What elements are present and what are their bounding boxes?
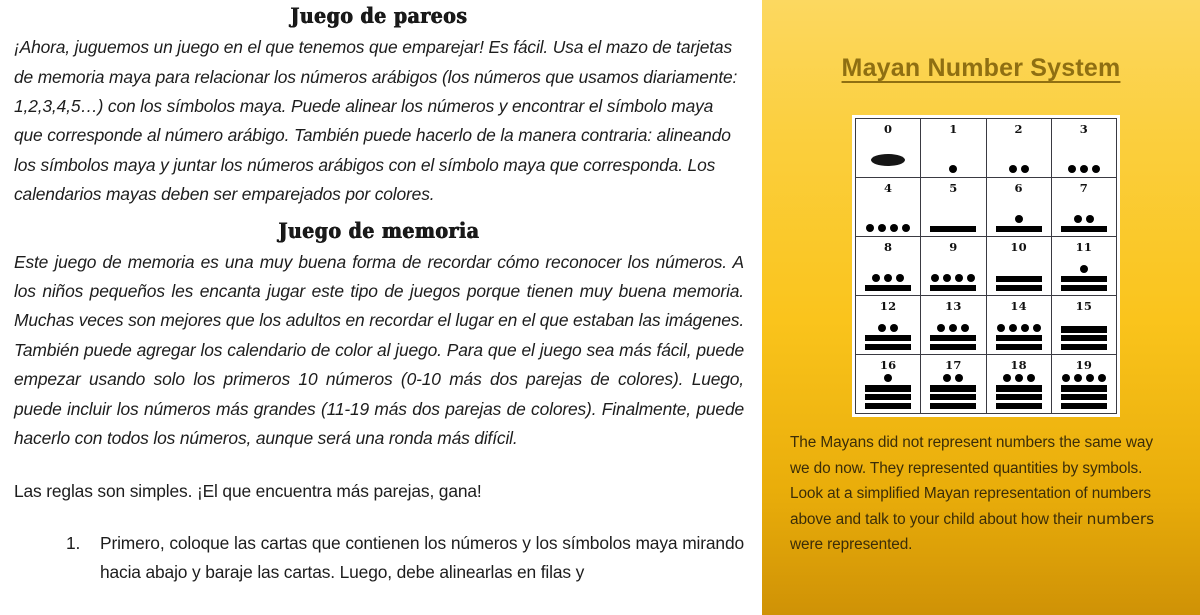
mayan-glyph — [856, 154, 920, 173]
mayan-dots-row — [1068, 164, 1100, 173]
mayan-glyph — [921, 273, 985, 291]
mayan-bar-icon — [1061, 226, 1107, 233]
mayan-cell-label: 16 — [879, 358, 897, 372]
mayan-bar-icon — [930, 344, 976, 351]
mayan-bar-icon — [996, 385, 1042, 392]
mayan-bar-icon — [930, 385, 976, 392]
mayan-glyph — [856, 374, 920, 409]
mayan-cell-10 — [986, 237, 1051, 296]
mayan-dot-icon — [961, 324, 969, 332]
panel-description-part1: The Mayans did not represent numbers the same way we do now. They represented quantities by symbols. Look at a simplified Mayan representation of numbers above and talk to your child about how their — [790, 434, 1153, 528]
mayan-cell-9 — [921, 237, 986, 296]
mayan-bar-icon — [1061, 344, 1107, 351]
mayan-glyph — [1052, 265, 1116, 291]
mayan-glyph — [987, 164, 1051, 173]
mayan-bar-icon — [1061, 385, 1107, 392]
mayan-cell-5 — [921, 178, 986, 237]
mayan-cell-label: 8 — [883, 240, 893, 254]
mayan-bar-icon — [1061, 285, 1107, 292]
mayan-dot-icon — [1074, 374, 1082, 382]
heading-juego-de-pareos: Juego de pareos — [290, 3, 468, 28]
mayan-dot-icon — [1009, 324, 1017, 332]
mayan-glyph — [1052, 164, 1116, 173]
mayan-dot-icon — [878, 224, 886, 232]
mayan-cell-7 — [1051, 178, 1116, 237]
mayan-dot-icon — [967, 274, 975, 282]
mayan-dot-icon — [1086, 374, 1094, 382]
mayan-cell-14 — [986, 296, 1051, 355]
mayan-cell-label: 6 — [1014, 181, 1023, 195]
mayan-glyph — [921, 164, 985, 173]
mayan-dot-icon — [884, 274, 892, 282]
mayan-glyph — [921, 324, 985, 350]
rules-ordered-list — [14, 529, 744, 588]
mayan-dot-icon — [1068, 165, 1076, 173]
paragraph-juego-de-pareos: ¡Ahora, juguemos un juego en el que tenemos que emparejar! Es fácil. Usa el mazo de tarjetas de memoria maya para relacionar los números arábigos (los números que usamos diariamente: 1,2,3,4,5…) con los símbolos maya. Puede alinear los números y encontrar el símbolo maya que corresponde al número arábigo. También puede hacerlo de la manera contraria: alineando los símbolos maya y juntar los números arábigos con el símbolo maya que corresponda. Los calendarios mayas deben ser emparejados por colores. — [14, 37, 738, 205]
mayan-bar-icon — [865, 285, 911, 292]
mayan-bar-icon — [865, 394, 911, 401]
mayan-dot-icon — [997, 324, 1005, 332]
mayan-cell-label: 18 — [1010, 358, 1027, 372]
mayan-cell-label: 19 — [1075, 358, 1093, 372]
mayan-table-row — [856, 296, 1117, 355]
mayan-glyph — [1052, 214, 1116, 232]
mayan-dots-row — [872, 273, 904, 282]
mayan-dots-row — [1080, 265, 1088, 274]
mayan-dots-row — [1015, 214, 1023, 223]
mayan-dot-icon — [931, 274, 939, 282]
rules-list-item — [14, 529, 744, 588]
mayan-cell-label: 11 — [1075, 240, 1093, 254]
panel-description-emphasis: numbers — [1086, 509, 1155, 528]
paragraph-rules-intro: Las reglas son simples. ¡El que encuentra más parejas, gana! — [14, 481, 482, 502]
mayan-bar-icon — [930, 285, 976, 292]
mayan-dot-icon — [866, 224, 874, 232]
mayan-cell-6 — [986, 178, 1051, 237]
mayan-bar-icon — [996, 226, 1042, 233]
mayan-dot-icon — [1080, 265, 1088, 273]
mayan-dot-icon — [949, 165, 957, 173]
mayan-cell-label: 1 — [949, 122, 958, 136]
mayan-dots-row — [1062, 374, 1106, 383]
mayan-bar-icon — [996, 335, 1042, 342]
heading-juego-de-memoria: Juego de memoria — [278, 217, 480, 243]
mayan-table-row — [856, 237, 1117, 296]
mayan-bar-icon — [996, 285, 1042, 292]
mayan-dot-icon — [890, 224, 898, 232]
mayan-dot-icon — [890, 324, 898, 332]
mayan-bar-icon — [865, 403, 911, 410]
rules-list-item-text: Primero, coloque las cartas que contienen los números y los símbolos maya mirando hacia abajo y baraje las cartas. Luego, debe alinearlas en filas y — [100, 532, 744, 583]
mayan-glyph — [987, 214, 1051, 232]
mayan-dots-row — [1003, 374, 1035, 383]
mayan-table-row — [856, 178, 1117, 237]
mayan-bar-icon — [930, 403, 976, 410]
mayan-cell-label: 7 — [1079, 181, 1089, 195]
mayan-dot-icon — [1015, 215, 1023, 223]
mayan-bar-icon — [930, 394, 976, 401]
mayan-cell-label: 10 — [1010, 240, 1027, 254]
mayan-glyph — [856, 273, 920, 291]
mayan-cell-1 — [921, 119, 986, 178]
mayan-cell-17 — [921, 355, 986, 414]
mayan-dot-icon — [1015, 374, 1023, 382]
mayan-dot-icon — [878, 324, 886, 332]
mayan-glyph — [856, 223, 920, 232]
mayan-glyph — [987, 374, 1051, 409]
mayan-dots-row — [943, 374, 963, 383]
mayan-dot-icon — [1092, 165, 1100, 173]
mayan-dot-icon — [1021, 324, 1029, 332]
mayan-bar-icon — [1061, 335, 1107, 342]
mayan-glyph — [921, 226, 985, 233]
mayan-bar-icon — [1061, 326, 1107, 333]
mayan-cell-12 — [856, 296, 921, 355]
mayan-bar-icon — [1061, 403, 1107, 410]
paragraph-juego-de-memoria: Este juego de memoria es una muy buena forma de recordar cómo reconocer los números. A los niños pequeños les encanta jugar este tipo de juegos porque tienen muy buena memoria. Muchas veces son mejores que los adultos en recordar el lugar en el que estaban las imágenes. También puede agregar los calendario de color al juego. Para que el juego sea más fácil, puede empezar usando solo los primeros 10 números (0-10 más dos parejas de colores). Luego, puede incluir los números más grandes (11-19 más dos parejas de colores). Finalmente, puede hacerlo con todos los números, aunque será una ronda más difícil. — [14, 251, 744, 449]
mayan-cell-label: 13 — [945, 299, 962, 313]
mayan-dot-icon — [1003, 374, 1011, 382]
mayan-dot-icon — [955, 274, 963, 282]
mayan-dot-icon — [955, 374, 963, 382]
mayan-cell-3 — [1051, 119, 1116, 178]
mayan-glyph — [856, 324, 920, 350]
mayan-dot-icon — [937, 324, 945, 332]
mayan-cell-18 — [986, 355, 1051, 414]
mayan-dots-row — [949, 164, 957, 173]
mayan-cell-label: 15 — [1075, 299, 1093, 313]
mayan-cell-19 — [1051, 355, 1116, 414]
mayan-glyph — [921, 374, 985, 409]
mayan-bar-icon — [996, 276, 1042, 283]
mayan-dot-icon — [884, 374, 892, 382]
mayan-cell-label: 14 — [1010, 299, 1027, 313]
mayan-glyph — [987, 276, 1051, 291]
mayan-cell-4 — [856, 178, 921, 237]
mayan-number-panel — [762, 0, 1200, 615]
mayan-bar-icon — [996, 394, 1042, 401]
mayan-bar-icon — [930, 226, 976, 233]
mayan-dots-row — [1009, 164, 1029, 173]
mayan-cell-label: 2 — [1014, 122, 1023, 136]
mayan-cell-0 — [856, 119, 921, 178]
mayan-dot-icon — [1086, 215, 1094, 223]
panel-description-part2: were represented. — [790, 536, 913, 554]
mayan-dot-icon — [1009, 165, 1017, 173]
mayan-cell-label: 4 — [883, 181, 893, 195]
mayan-cell-2 — [986, 119, 1051, 178]
mayan-glyph — [987, 324, 1051, 350]
mayan-dot-icon — [872, 274, 880, 282]
mayan-cell-11 — [1051, 237, 1116, 296]
mayan-cell-label: 17 — [945, 358, 962, 372]
mayan-dot-icon — [943, 374, 951, 382]
mayan-bar-icon — [930, 335, 976, 342]
panel-description-paragraph — [790, 430, 1160, 558]
mayan-bar-icon — [1061, 394, 1107, 401]
mayan-dot-icon — [1062, 374, 1070, 382]
mayan-cell-13 — [921, 296, 986, 355]
mayan-cell-8 — [856, 237, 921, 296]
mayan-dots-row — [866, 223, 910, 232]
mayan-bar-icon — [996, 344, 1042, 351]
mayan-bar-icon — [865, 335, 911, 342]
mayan-dots-row — [997, 324, 1041, 333]
mayan-bar-icon — [865, 344, 911, 351]
mayan-shell-zero-icon — [871, 154, 905, 166]
mayan-bar-icon — [865, 385, 911, 392]
mayan-dot-icon — [1098, 374, 1106, 382]
rules-list-item-number: 1. — [66, 532, 81, 553]
mayan-cell-label: 5 — [949, 181, 958, 195]
mayan-dot-icon — [1033, 324, 1041, 332]
mayan-cell-15 — [1051, 296, 1116, 355]
mayan-dot-icon — [1074, 215, 1082, 223]
mayan-number-table-container — [852, 115, 1120, 417]
mayan-cell-label: 0 — [883, 122, 893, 136]
mayan-cell-label: 9 — [949, 240, 958, 254]
mayan-dots-row — [884, 374, 892, 383]
mayan-table-row — [856, 119, 1117, 178]
mayan-dot-icon — [1021, 165, 1029, 173]
mayan-dot-icon — [902, 224, 910, 232]
mayan-dot-icon — [943, 274, 951, 282]
mayan-dots-row — [878, 324, 898, 333]
mayan-dot-icon — [1080, 165, 1088, 173]
mayan-glyph — [1052, 374, 1116, 409]
mayan-glyph — [1052, 326, 1116, 350]
mayan-dots-row — [931, 273, 975, 282]
mayan-dots-row — [1074, 214, 1094, 223]
mayan-table-row — [856, 355, 1117, 414]
mayan-number-table — [855, 118, 1117, 414]
mayan-bar-icon — [996, 403, 1042, 410]
panel-title: Mayan Number System — [841, 54, 1121, 82]
mayan-dot-icon — [896, 274, 904, 282]
mayan-dot-icon — [949, 324, 957, 332]
mayan-cell-label: 12 — [879, 299, 897, 313]
mayan-dot-icon — [1027, 374, 1035, 382]
mayan-cell-16 — [856, 355, 921, 414]
mayan-cell-label: 3 — [1079, 122, 1089, 136]
mayan-bar-icon — [1061, 276, 1107, 283]
mayan-dots-row — [937, 324, 969, 333]
